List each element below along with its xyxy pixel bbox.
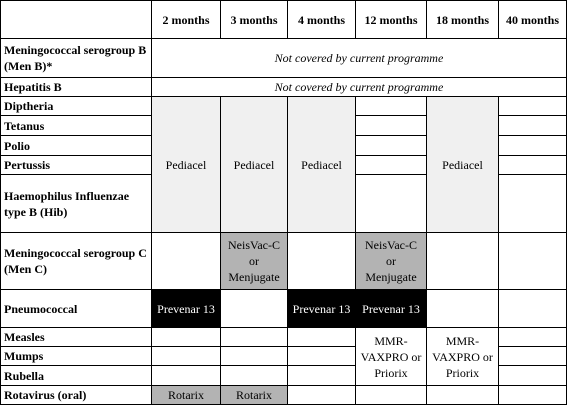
rotarix-2-months: Rotarix bbox=[152, 386, 221, 405]
empty-cell bbox=[499, 136, 567, 156]
vaccine-men-b: Meningococcal serogroup B (Men B)* bbox=[1, 39, 152, 78]
empty-cell bbox=[427, 290, 499, 328]
empty-cell bbox=[427, 386, 499, 405]
vaccine-hep-b: Hepatitis B bbox=[1, 78, 152, 97]
neisvac-3-months: NeisVac-C or Menjugate bbox=[221, 233, 288, 290]
prevenar-12-months: Prevenar 13 bbox=[356, 290, 427, 328]
row-measles bbox=[1, 328, 567, 347]
col-18-months: 18 months bbox=[427, 1, 499, 39]
col-40-months: 40 months bbox=[499, 1, 567, 39]
vaccine-polio: Polio bbox=[1, 136, 152, 156]
pediacel-2-months: Pediacel bbox=[152, 97, 221, 233]
mmr-18-months: MMR-VAXPRO or Priorix bbox=[427, 328, 499, 386]
empty-cell bbox=[427, 233, 499, 290]
empty-cell bbox=[288, 347, 356, 366]
row-hep-b bbox=[1, 78, 567, 97]
vaccine-hib: Haemophilus Influenzae type B (Hib) bbox=[1, 175, 152, 233]
empty-cell bbox=[221, 366, 288, 386]
empty-cell bbox=[499, 366, 567, 386]
vaccine-tetanus: Tetanus bbox=[1, 116, 152, 136]
vaccine-measles: Measles bbox=[1, 328, 152, 347]
note-hep-b: Not covered by current programme bbox=[152, 78, 567, 97]
empty-cell bbox=[221, 347, 288, 366]
empty-cell bbox=[152, 328, 221, 347]
empty-cell bbox=[499, 175, 567, 233]
row-rotavirus bbox=[1, 386, 567, 405]
empty-cell bbox=[499, 97, 567, 116]
neisvac-12-months: NeisVac-C or Menjugate bbox=[356, 233, 427, 290]
empty-cell bbox=[499, 116, 567, 136]
empty-cell bbox=[356, 136, 427, 156]
vaccine-pertussis: Pertussis bbox=[1, 156, 152, 175]
row-pneumococcal bbox=[1, 290, 567, 328]
vaccine-diptheria: Diptheria bbox=[1, 97, 152, 116]
header-row bbox=[1, 1, 567, 39]
empty-cell bbox=[288, 386, 356, 405]
empty-cell bbox=[499, 233, 567, 290]
pediacel-3-months: Pediacel bbox=[221, 97, 288, 233]
empty-cell bbox=[356, 386, 427, 405]
col-4-months: 4 months bbox=[288, 1, 356, 39]
empty-cell bbox=[288, 366, 356, 386]
empty-cell bbox=[499, 386, 567, 405]
rotarix-3-months: Rotarix bbox=[221, 386, 288, 405]
vaccine-men-c: Meningococcal serogroup C (Men C) bbox=[1, 233, 152, 290]
empty-cell bbox=[356, 97, 427, 116]
col-2-months: 2 months bbox=[152, 1, 221, 39]
prevenar-2-months: Prevenar 13 bbox=[152, 290, 221, 328]
empty-cell bbox=[288, 233, 356, 290]
empty-cell bbox=[152, 347, 221, 366]
empty-cell bbox=[499, 347, 567, 366]
empty-cell bbox=[499, 290, 567, 328]
empty-cell bbox=[221, 290, 288, 328]
col-12-months: 12 months bbox=[356, 1, 427, 39]
empty-cell bbox=[499, 156, 567, 175]
vaccine-rotavirus: Rotavirus (oral) bbox=[1, 386, 152, 405]
empty-cell bbox=[288, 328, 356, 347]
prevenar-4-months: Prevenar 13 bbox=[288, 290, 356, 328]
empty-cell bbox=[152, 366, 221, 386]
mmr-12-months: MMR-VAXPRO or Priorix bbox=[356, 328, 427, 386]
note-men-b: Not covered by current programme bbox=[152, 39, 567, 78]
empty-cell bbox=[356, 156, 427, 175]
empty-cell bbox=[499, 328, 567, 347]
corner-cell bbox=[1, 1, 152, 39]
vaccine-rubella: Rubella bbox=[1, 366, 152, 386]
vaccine-pneumococcal: Pneumococcal bbox=[1, 290, 152, 328]
empty-cell bbox=[356, 175, 427, 233]
row-men-b bbox=[1, 39, 567, 78]
pediacel-18-months: Pediacel bbox=[427, 97, 499, 233]
row-men-c bbox=[1, 233, 567, 290]
pediacel-4-months: Pediacel bbox=[288, 97, 356, 233]
empty-cell bbox=[152, 233, 221, 290]
col-3-months: 3 months bbox=[221, 1, 288, 39]
empty-cell bbox=[356, 116, 427, 136]
empty-cell bbox=[221, 328, 288, 347]
vaccine-mumps: Mumps bbox=[1, 347, 152, 366]
row-diptheria bbox=[1, 97, 567, 116]
